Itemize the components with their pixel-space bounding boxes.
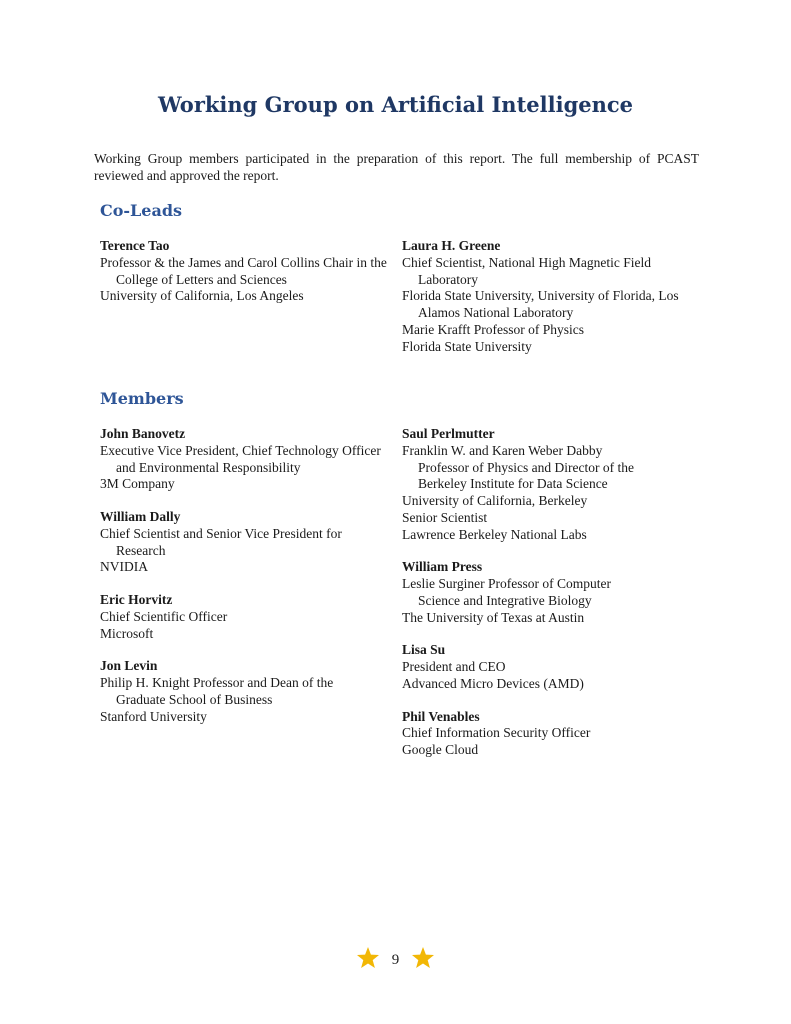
person-affiliation: Florida State University, University of Florida, Los Alamos National Laboratory: [402, 288, 679, 320]
person-name: Laura H. Greene: [402, 238, 501, 253]
person-entry: [402, 238, 692, 355]
person-affiliation: Chief Scientist and Senior Vice President for Research: [100, 525, 342, 558]
coleads-right-column: [402, 238, 692, 371]
coleads-heading: Co-Leads: [100, 201, 183, 220]
person-affiliation: Stanford University: [100, 708, 207, 724]
page-number: 9: [391, 952, 400, 968]
person-affiliation: Philip H. Knight Professor and Dean of the Graduate School of Business: [100, 675, 334, 707]
intro-paragraph: Working Group members participated in the preparation of this report. The full membership of PCAST reviewed and approved the report.: [94, 151, 699, 183]
person-affiliation: NVIDIA: [100, 559, 148, 575]
person-name: Eric Horvitz: [100, 592, 173, 607]
person-entry: [100, 658, 385, 725]
person-affiliation: University of California, Los Angeles: [100, 288, 304, 304]
star-icon: [356, 946, 380, 975]
person-affiliation: Google Cloud: [402, 742, 479, 757]
page-footer: [0, 946, 791, 975]
person-affiliation: Microsoft: [100, 625, 154, 641]
person-entry: [402, 642, 647, 692]
person-entry: [100, 426, 385, 493]
person-name: Terence Tao: [100, 238, 170, 253]
star-icon: [411, 946, 435, 975]
person-entry: [402, 709, 647, 759]
person-name: Lisa Su: [402, 642, 446, 658]
person-affiliation: The University of Texas at Austin: [402, 609, 585, 625]
person-entry: [402, 559, 647, 626]
person-affiliation: Marie Krafft Professor of Physics: [402, 321, 584, 337]
members-heading: Members: [100, 389, 184, 408]
person-name: William Dally: [100, 509, 181, 524]
person-affiliation: Advanced Micro Devices (AMD): [402, 675, 584, 691]
person-affiliation: Leslie Surginer Professor of Computer Science and Integrative Biology: [402, 576, 611, 608]
person-name: Saul Perlmutter: [402, 426, 495, 441]
page-title: Working Group on Artificial Intelligence: [157, 92, 634, 117]
coleads-left-column: [100, 238, 390, 321]
person-name: Phil Venables: [402, 708, 480, 724]
person-entry: [402, 426, 647, 543]
person-affiliation: Lawrence Berkeley National Labs: [402, 526, 587, 542]
person-affiliation: Executive Vice President, Chief Technology Officer and Environmental Responsibility: [100, 442, 381, 475]
person-entry: [100, 238, 390, 305]
person-affiliation: 3M Company: [100, 476, 175, 492]
person-affiliation: Franklin W. and Karen Weber Dabby Professor of Physics and Director of the Berkeley Institute for Data Science: [402, 442, 634, 492]
person-affiliation: Chief Information Security Officer: [402, 725, 591, 741]
person-affiliation: Chief Scientist, National High Magnetic Field Laboratory: [402, 254, 651, 287]
person-affiliation: Senior Scientist: [402, 509, 488, 525]
person-name: John Banovetz: [100, 426, 186, 441]
person-entry: [100, 509, 385, 576]
person-entry: [100, 592, 385, 642]
person-affiliation: Professor & the James and Carol Collins Chair in the College of Letters and Sciences: [100, 254, 387, 287]
person-name: William Press: [402, 559, 483, 575]
person-affiliation: President and CEO: [402, 659, 506, 674]
person-affiliation: University of California, Berkeley: [402, 493, 588, 508]
person-affiliation: Chief Scientific Officer: [100, 608, 228, 624]
person-affiliation: Florida State University: [402, 338, 532, 354]
members-right-column: [402, 426, 647, 775]
members-left-column: [100, 426, 385, 741]
person-name: Jon Levin: [100, 658, 158, 674]
